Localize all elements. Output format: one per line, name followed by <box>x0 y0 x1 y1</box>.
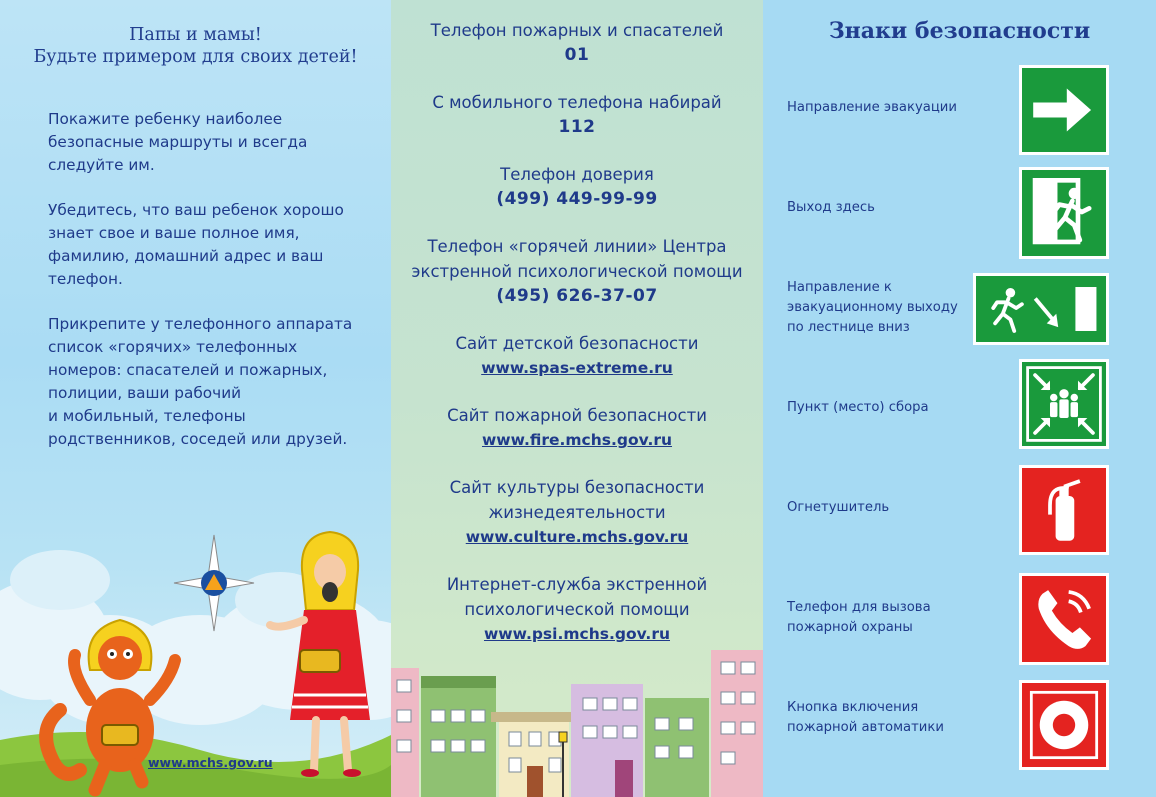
advice-line: список «горячих» телефонных <box>48 338 298 356</box>
phone-sign <box>1019 573 1109 665</box>
contact-item <box>391 18 763 68</box>
advice-line: Прикрепите у телефонного аппарата <box>48 315 353 333</box>
contact-item <box>391 162 763 212</box>
sign-label-line: Направление к <box>787 280 892 295</box>
mchs-site-link[interactable]: www.mchs.gov.ru <box>148 755 273 770</box>
sign-label-line: Пункт (место) сбора <box>787 400 929 415</box>
contact-item <box>391 234 763 309</box>
sign-label <box>787 278 977 338</box>
sign-label <box>787 198 977 218</box>
sign-label <box>787 598 977 638</box>
left-title-line-2: Будьте примером для своих детей! <box>33 47 358 67</box>
contact-number: 01 <box>564 45 590 65</box>
phone-icon <box>1022 576 1106 662</box>
advice-line: родственников, соседей или друзей. <box>48 430 348 448</box>
sign-label <box>787 498 977 518</box>
alarm-button-icon <box>1022 683 1106 767</box>
fire-extinguisher-icon <box>1022 468 1106 552</box>
advice-line: знает свое и ваше полное имя, <box>48 224 300 242</box>
contact-link[interactable]: www.spas-extreme.ru <box>481 359 673 377</box>
sign-label-line: по лестнице вниз <box>787 320 910 335</box>
advice-line: фамилию, домашний адрес и ваш <box>48 247 324 265</box>
contact-label: Интернет-служба экстренной <box>446 575 708 594</box>
contact-label: Сайт культуры безопасности <box>449 478 705 497</box>
contact-label: Сайт детской безопасности <box>455 334 699 353</box>
signs-title: Знаки безопасности <box>828 18 1091 44</box>
contact-label: психологической помощи <box>464 600 690 619</box>
right-panel <box>763 0 1156 797</box>
contact-link[interactable]: www.culture.mchs.gov.ru <box>465 528 689 546</box>
sign-label-line: Направление эвакуации <box>787 100 957 115</box>
advice-paragraph-3 <box>48 313 378 451</box>
contact-item <box>391 331 763 381</box>
contact-link[interactable]: www.fire.mchs.gov.ru <box>481 431 673 449</box>
contact-item <box>391 403 763 453</box>
advice-line: полиции, ваши рабочий <box>48 384 242 402</box>
arrow-right-icon <box>1022 68 1106 152</box>
contact-number: 112 <box>558 117 596 137</box>
advice-line: безопасные маршруты и всегда <box>48 133 308 151</box>
contact-label: Телефон доверия <box>500 165 654 184</box>
sign-label-line: Огнетушитель <box>787 500 890 515</box>
contact-link[interactable]: www.psi.mchs.gov.ru <box>483 625 670 643</box>
sign-label-line: пожарной охраны <box>787 620 913 635</box>
contact-label: Сайт пожарной безопасности <box>447 406 707 425</box>
sign-label-line: Телефон для вызова <box>787 600 931 615</box>
alarm-button-sign <box>1019 680 1109 770</box>
advice-line: телефон. <box>48 270 123 288</box>
advice-line: Убедитесь, что ваш ребенок хорошо <box>48 201 344 219</box>
contact-item <box>391 475 763 550</box>
sign-label-line: Выход здесь <box>787 200 875 215</box>
sign-label <box>787 398 977 418</box>
contact-number: (495) 626-37-07 <box>496 286 658 306</box>
contact-number: (499) 449-99-99 <box>496 189 658 209</box>
sign-label <box>787 698 977 738</box>
advice-line: и мобильный, телефоны <box>48 407 246 425</box>
assembly-point-sign <box>1019 359 1109 449</box>
contact-label: Телефон «горячей линии» Центра <box>427 237 727 256</box>
contact-label: экстренной психологической помощи <box>411 262 743 281</box>
sign-label-line: Кнопка включения <box>787 700 919 715</box>
stairs-down-exit-icon <box>976 276 1106 342</box>
stairs-down-exit-sign <box>973 273 1109 345</box>
advice-line: номеров: спасателей и пожарных, <box>48 361 328 379</box>
contact-label: С мобильного телефона набирай <box>432 93 722 112</box>
contact-label: жизнедеятельности <box>488 503 666 522</box>
exit-door-sign <box>1019 167 1109 259</box>
advice-paragraph-1 <box>48 108 378 177</box>
assembly-point-icon <box>1022 362 1106 446</box>
exit-door-icon <box>1022 170 1106 256</box>
left-panel <box>0 0 391 797</box>
left-title <box>0 24 391 68</box>
contact-item <box>391 572 763 647</box>
contact-item <box>391 90 763 140</box>
contacts-list <box>391 18 763 669</box>
left-title-line-1: Папы и мамы! <box>129 25 262 45</box>
advice-line: Покажите ребенку наиболее <box>48 110 283 128</box>
advice-paragraph-2 <box>48 199 378 291</box>
contact-label: Телефон пожарных и спасателей <box>430 21 724 40</box>
advice-line: следуйте им. <box>48 156 155 174</box>
advice-list <box>48 108 378 473</box>
sign-label-line: пожарной автоматики <box>787 720 944 735</box>
sign-label <box>787 98 977 118</box>
arrow-right-sign <box>1019 65 1109 155</box>
sign-label-line: эвакуационному выходу <box>787 300 958 315</box>
middle-panel <box>391 0 763 797</box>
fire-extinguisher-sign <box>1019 465 1109 555</box>
